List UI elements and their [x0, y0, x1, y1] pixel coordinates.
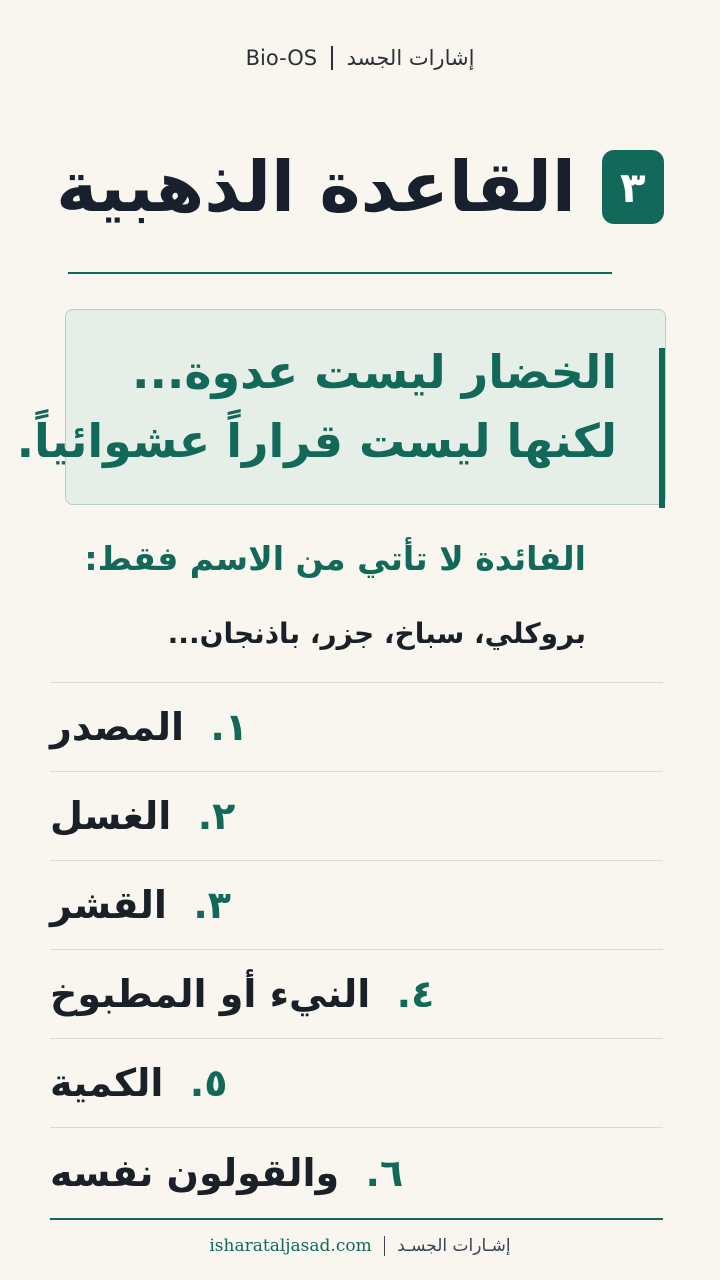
benefit-heading: الفائدة لا تأتي من الاسم فقط:	[84, 539, 586, 578]
benefit-section	[84, 536, 586, 650]
callout-box	[16, 309, 666, 505]
list-item-label: النيء أو المطبوخ	[50, 972, 371, 1016]
list-item	[50, 1128, 663, 1217]
factors-list	[50, 682, 663, 1217]
list-item-label: الكمية	[50, 1061, 164, 1105]
benefit-examples: بروكلي، سباخ، جزر، باذنجان...	[167, 617, 586, 650]
list-item-label: الغسل	[50, 794, 172, 838]
page-title: القاعدة الذهبية	[56, 146, 576, 228]
list-item	[50, 950, 663, 1039]
list-item-number: ٤.	[396, 972, 435, 1016]
header-divider	[331, 46, 333, 70]
callout-line-1: الخضار ليست عدوة...	[131, 345, 617, 399]
footer-separator	[384, 1236, 386, 1256]
list-item-number: ٥.	[189, 1061, 228, 1105]
footer-site-link[interactable]: isharataljasad.com	[209, 1236, 372, 1256]
list-item-number: ٣.	[193, 883, 231, 927]
list-item	[50, 1039, 663, 1128]
list-item	[50, 772, 663, 861]
list-item-label: القشر	[50, 883, 167, 927]
footer-section: إشـارات الجسـد	[397, 1236, 511, 1256]
list-item-number: ٦.	[365, 1150, 404, 1195]
header	[0, 46, 720, 70]
list-item-number: ٢.	[197, 794, 236, 838]
list-item-label: المصدر	[50, 705, 185, 749]
callout-line-2: لكنها ليست قراراً عشوائياً.	[16, 414, 617, 468]
callout-accent-bar	[659, 348, 665, 508]
list-item-label: والقولون نفسه	[50, 1150, 340, 1195]
list-item	[50, 861, 663, 950]
list-item	[50, 683, 663, 772]
title-row	[40, 132, 680, 242]
footer	[0, 1236, 720, 1256]
header-section: إشارات الجسد	[346, 46, 475, 70]
title-number-badge: ٣	[602, 150, 664, 224]
title-divider	[68, 272, 612, 274]
footer-divider	[50, 1218, 663, 1220]
list-item-number: ١.	[210, 705, 249, 749]
header-brand: Bio-OS	[245, 46, 318, 70]
